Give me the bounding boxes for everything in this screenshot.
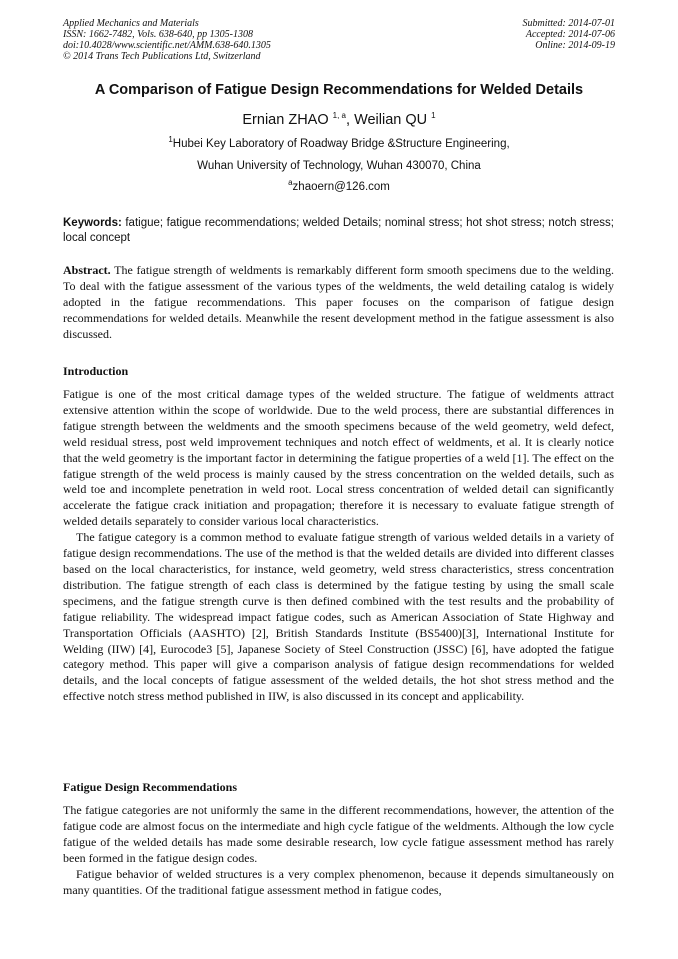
author-line	[0, 112, 678, 128]
keywords-block	[63, 216, 614, 246]
fatigue-paragraph-1: The fatigue categories are not uniformly the same in the different recommendations, however, the attention of the fatigue code are almost focus on the intermediate and high cycle fatigue of the weldments. Although the low cycle fatigue of the welded details has made some desirable research, low cycle fatigue assessment method has rarely been formed in the fatigue design codes.	[63, 803, 614, 865]
fatigue-design-section	[63, 803, 614, 898]
abstract-text: The fatigue strength of weldments is remarkably different form smooth specimens due to the welding. To deal with the fatigue assessment of the various types of the weldments, the weld detailing catalog is widely adopted in the fatigue recommendations. This paper focuses on the comparison of fatigue design recommendations for welded details. Meanwhile the resent development method in the fatigue assessment is also discussed.	[63, 263, 614, 341]
affiliation-line-2: Wuhan University of Technology, Wuhan 430070, China	[197, 160, 481, 172]
author-2: Weilian QU	[354, 112, 428, 128]
intro-paragraph-1: Fatigue is one of the most critical damage types of the welded structure. The fatigue of weldments attract extensive attention within the scope of worldwide. Due to the weld process, there are substantial differences in fatigue strength between the weldments and the smooth specimens because of the weld geometry, weld defect, weld residual stress, post weld improvement techniques and notch effect of weldments, et al. It is clearly notice that the weld geometry is the important factor in determining the fatigue properties of a weld [1]. The effect on the fatigue strength of the weld process is mainly caused by the stress concentration on the welded details, such as weld toe and incomplete penetration in weld root. Local stress concentration of welded detail can significantly accelerate the fatigue crack initiation and propagation; therefore it is necessary to evaluate fatigue strength of welded details separately to consider various local characteristics.	[63, 387, 614, 529]
issn-line: ISSN: 1662-7482, Vols. 638-640, pp 1305-1308	[63, 29, 253, 40]
abstract-block	[63, 263, 614, 343]
keywords-text: fatigue; fatigue recommendations; welded Details; nominal stress; hot shot stress; notch stress; local concept	[63, 217, 614, 244]
section-heading-fatigue-design: Fatigue Design Recommendations	[63, 780, 237, 794]
section-heading-introduction: Introduction	[63, 364, 129, 378]
affiliation-text-1: Hubei Key Laboratory of Roadway Bridge &Structure Engineering,	[172, 138, 510, 150]
journal-name: Applied Mechanics and Materials	[63, 18, 199, 29]
author-2-affiliation: 1	[431, 111, 436, 121]
affiliation-marker: 1	[168, 135, 173, 145]
online-date: Online: 2014-09-19	[535, 40, 615, 51]
submitted-date: Submitted: 2014-07-01	[522, 18, 615, 29]
paper-title: A Comparison of Fatigue Design Recommendations for Welded Details	[94, 82, 584, 98]
copyright-line: © 2014 Trans Tech Publications Ltd, Switzerland	[63, 51, 261, 62]
publication-dates	[523, 18, 616, 51]
intro-paragraph-2: The fatigue category is a common method to evaluate fatigue strength of various welded details in a variety of fatigue design recommendations. The use of the method is that the welded details are divided into different classes based on the local characteristics, for instance, weld geometry, weld stress characteristics, stress concentration distribution. The fatigue strength of each class is determined by the fatigue testing by using the small scale specimens, and the fatigue strength curve is then defined combined with the test results and the probability of fatigue reliability. The widespread impact fatigue codes, such as American Association of State Highway and Transportation Officials (AASHTO) [2], British Standards Institute (BS5400)[3], International Institute for Welding (IIW) [4], Eurocode3 [5], Japanese Society of Steel Construction (JSSC) [6], have adopted the fatigue category method. This paper will give a comparison analysis of fatigue design recommendations for welded details, and the local concepts of fatigue assessment of the welded details, the hot shot stress method and the effective notch stress method published in IIW, is also discussed in its concept and applicability.	[63, 530, 614, 704]
accepted-date: Accepted: 2014-07-06	[525, 29, 615, 40]
email-line	[0, 178, 678, 193]
author-email: zhaoern@126.com	[292, 181, 390, 193]
keywords-label: Keywords:	[63, 217, 122, 229]
author-1: Ernian ZHAO	[242, 112, 329, 128]
doi-line: doi:10.4028/www.scientific.net/AMM.638-640.1305	[63, 40, 271, 51]
fatigue-paragraph-2: Fatigue behavior of welded structures is a very complex phenomenon, because it depends simultaneously on many quantities. Of the traditional fatigue assessment method in fatigue codes,	[63, 866, 614, 897]
abstract-label: Abstract.	[63, 263, 111, 277]
author-separator: ,	[346, 112, 355, 128]
author-1-affiliation: 1, a	[332, 111, 346, 121]
introduction-section	[63, 387, 614, 705]
affiliation-line-1	[0, 135, 678, 150]
email-marker: a	[288, 178, 293, 188]
journal-info	[63, 18, 271, 62]
